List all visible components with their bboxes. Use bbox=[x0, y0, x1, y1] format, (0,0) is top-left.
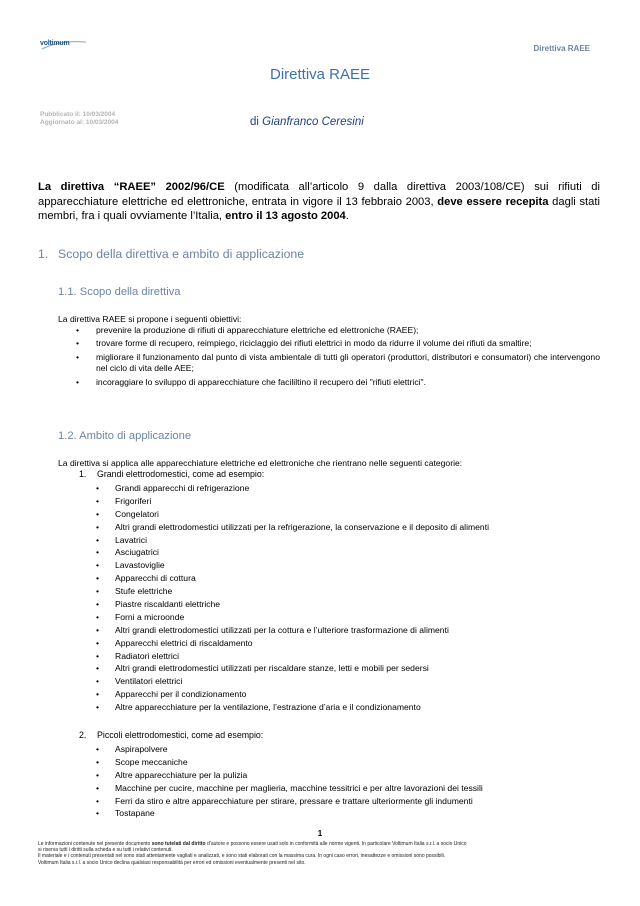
footer-disclaimer bbox=[38, 841, 603, 866]
list-item bbox=[96, 769, 483, 782]
bullet-icon: • bbox=[76, 325, 80, 335]
page-number: 1 bbox=[317, 829, 323, 838]
footer-line: Voltimum Italia s.r.l. a socio Unico declina qualsiasi responsabilità per errori ed omissioni eventualmente presenti nel sito. bbox=[38, 859, 306, 866]
objectives-list bbox=[58, 325, 600, 390]
footer-bold-text: sono tutelati dal diritto bbox=[151, 841, 206, 847]
bullet-icon: • bbox=[96, 586, 100, 597]
bullet-icon: • bbox=[96, 769, 100, 780]
updated-date: Aggiornato al: 10/03/2004 bbox=[40, 119, 119, 126]
list-item-text: Apparecchi di cottura bbox=[115, 573, 196, 584]
list-item-text: Macchine per cucire, macchine per maglieria, macchine tessitrici e per altre lavorazioni dei tessili bbox=[115, 782, 483, 793]
list-item-text: Congelatori bbox=[115, 508, 159, 519]
voltimum-logo bbox=[40, 38, 88, 52]
footer-line: si riserva tutti i diritti sulla scheda e su tutti i relativi contenuti. bbox=[38, 847, 173, 854]
list-item bbox=[96, 756, 483, 769]
list-item bbox=[96, 546, 489, 559]
list-item bbox=[58, 352, 600, 375]
list-item bbox=[96, 495, 489, 508]
list-item bbox=[96, 534, 489, 547]
footer-text: d’autore e possono essere usati solo in conformità alle norme vigenti. In particolare Voltimum Italia s.r.l. a socio Unico bbox=[205, 841, 467, 847]
list-item-text: Stufe elettriche bbox=[115, 586, 173, 597]
list-item-text: Altre apparecchiature per la pulizia bbox=[115, 769, 248, 780]
category-2-number: 2. bbox=[79, 730, 87, 740]
list-item bbox=[96, 795, 483, 808]
list-item bbox=[58, 338, 600, 349]
list-item bbox=[96, 637, 489, 650]
list-item bbox=[96, 650, 489, 663]
bullet-icon: • bbox=[96, 483, 100, 493]
bullet-icon: • bbox=[96, 521, 100, 532]
list-item bbox=[58, 377, 600, 388]
bullet-icon: • bbox=[96, 782, 100, 793]
list-item-text: Altri grandi elettrodomestici utilizzati per riscaldare stanze, letti e mobili per sedersi bbox=[115, 663, 429, 674]
intro-text-2: dagli stati membri, fra i quali ovviamente l’Italia, bbox=[38, 195, 600, 222]
category-2-heading bbox=[79, 730, 263, 740]
bullet-icon: • bbox=[96, 702, 100, 713]
section-1-1-heading: 1.1. Scopo della direttiva bbox=[58, 286, 181, 298]
list-item bbox=[96, 611, 489, 624]
publication-meta bbox=[40, 111, 118, 127]
footer-line: Il materiale e i contenuti presentati nel sono stati attentamente vagliati e analizzati, e sono stati elaborati con la massima cura. In ogni caso errori, inesattezze e omissioni sono possibili. bbox=[38, 853, 446, 860]
list-item-text: Altri grandi elettrodomestici utilizzati per la refrigerazione, la conservazione e il deposito di alimenti bbox=[115, 521, 490, 532]
bullet-icon: • bbox=[96, 676, 100, 687]
bullet-icon: • bbox=[96, 663, 100, 674]
intro-text-3: . bbox=[345, 210, 349, 222]
list-item-text: Apparecchi per il condizionamento bbox=[115, 689, 247, 700]
section-1-2-intro: La direttiva si applica alle apparecchiature elettriche ed elettroniche che rientrano nelle seguenti categorie: bbox=[58, 458, 463, 468]
intro-text-1: (modificata all’articolo 9 dalla direttiva 2003/108/CE) sui rifiuti di apparecchiature elettriche ed elettroniche, entrata in vigore il 13 febbraio 2003, bbox=[38, 181, 600, 208]
list-item bbox=[96, 662, 489, 675]
list-item bbox=[96, 572, 489, 585]
category-1-list bbox=[96, 482, 489, 714]
list-item bbox=[96, 743, 483, 756]
intro-bold-must: deve essere recepita bbox=[437, 195, 549, 208]
bullet-icon: • bbox=[96, 808, 100, 819]
section-1-title: Scopo della direttiva e ambito di applicazione bbox=[58, 247, 305, 261]
list-item-text: trovare forme di recupero, reimpiego, riciclaggio dei rifiuti elettrici in modo da ridurre il volume dei rifiuti da smaltire; bbox=[96, 338, 532, 349]
list-item-text: Aspirapolvere bbox=[115, 744, 168, 754]
bullet-icon: • bbox=[96, 689, 100, 700]
author-prefix: di bbox=[250, 116, 259, 128]
list-item-text: Altre apparecchiature per la ventilazione, l’estrazione d’aria e il condizionamento bbox=[115, 702, 421, 713]
section-1-heading bbox=[38, 247, 304, 261]
bullet-icon: • bbox=[96, 650, 100, 661]
list-item-text: Altri grandi elettrodomestici utilizzati per la cottura e l’ulteriore trasformazione di alimenti bbox=[115, 624, 449, 635]
category-1-number: 1. bbox=[79, 469, 87, 479]
footer-text: Le informazioni contenute nel presente documento bbox=[38, 841, 152, 847]
bullet-icon: • bbox=[96, 624, 100, 635]
list-item bbox=[96, 521, 489, 534]
section-1-number: 1. bbox=[38, 247, 49, 261]
list-item-text: Scope meccaniche bbox=[115, 756, 188, 767]
list-item bbox=[96, 559, 489, 572]
intro-paragraph bbox=[38, 180, 600, 224]
bullet-icon: • bbox=[76, 376, 80, 387]
list-item-text: Forni a microonde bbox=[115, 611, 185, 622]
list-item bbox=[96, 701, 489, 714]
author-name: Gianfranco Ceresini bbox=[262, 116, 364, 128]
list-item-text: Asciugatrici bbox=[115, 547, 159, 558]
bullet-icon: • bbox=[96, 599, 100, 610]
bullet-icon: • bbox=[96, 756, 100, 767]
bullet-icon: • bbox=[96, 534, 100, 545]
list-item-text: migliorare il funzionamento dal punto di vista ambientale di tutti gli operatori (produttori, distributori e consumatori) che intervengono nel ciclo di vita delle AEE; bbox=[96, 351, 600, 374]
list-item bbox=[96, 482, 489, 495]
list-item bbox=[96, 624, 489, 637]
bullet-icon: • bbox=[96, 611, 100, 622]
list-item-text: prevenire la produzione di rifiuti di apparecchiature elettriche ed elettroniche (RAEE); bbox=[96, 325, 419, 335]
bullet-icon: • bbox=[96, 744, 100, 754]
list-item bbox=[96, 782, 483, 795]
section-1-1-intro: La direttiva RAEE si propone i seguenti obiettivi: bbox=[58, 314, 242, 324]
list-item-text: Radiatori elettrici bbox=[115, 650, 179, 661]
list-item-text: Frigoriferi bbox=[115, 495, 152, 506]
list-item bbox=[96, 598, 489, 611]
list-item-text: Lavastoviglie bbox=[115, 560, 165, 571]
bullet-icon: • bbox=[96, 560, 100, 571]
bullet-icon: • bbox=[96, 508, 100, 519]
bullet-icon: • bbox=[96, 573, 100, 584]
bullet-icon: • bbox=[96, 547, 100, 558]
list-item-text: Grandi apparecchi di refrigerazione bbox=[115, 483, 250, 493]
bullet-icon: • bbox=[96, 795, 100, 806]
list-item bbox=[96, 688, 489, 701]
list-item-text: Lavatrici bbox=[115, 534, 147, 545]
list-item bbox=[96, 807, 483, 820]
list-item-text: incoraggiare lo sviluppo di apparecchiature che facililtino il recupero dei "rifiuti elettrici". bbox=[96, 376, 426, 387]
bullet-icon: • bbox=[76, 338, 80, 349]
list-item-text: Apparecchi elettrici di riscaldamento bbox=[115, 637, 253, 648]
section-1-2-heading: 1.2. Ambito di applicazione bbox=[58, 430, 192, 442]
page-title: Direttiva RAEE bbox=[269, 66, 371, 83]
list-item-text: Piastre riscaldanti elettriche bbox=[115, 599, 221, 610]
bullet-icon: • bbox=[76, 351, 80, 362]
list-item bbox=[96, 585, 489, 598]
list-item-text: Tostapane bbox=[115, 808, 155, 819]
author-line bbox=[250, 116, 364, 128]
category-1-label: Grandi elettrodomestici, come ad esempio: bbox=[97, 469, 265, 479]
list-item bbox=[96, 508, 489, 521]
list-item-text: Ferri da stiro e altre apparecchiature per stirare, pressare e trattare ulteriormente gli indumenti bbox=[115, 795, 473, 806]
category-1-heading bbox=[79, 469, 264, 479]
bullet-icon: • bbox=[96, 495, 100, 506]
published-date: Pubblicato il: 10/03/2004 bbox=[40, 111, 116, 118]
header-doc-label: Direttiva RAEE bbox=[533, 44, 590, 53]
list-item-text: Ventilatori elettrici bbox=[115, 676, 183, 687]
intro-directive-name: La direttiva “RAEE” 2002/96/CE bbox=[38, 181, 225, 193]
list-item bbox=[96, 675, 489, 688]
list-item bbox=[58, 325, 600, 336]
logo-text: voltimum bbox=[40, 40, 70, 47]
category-2-label: Piccoli elettrodomestici, come ad esempio: bbox=[97, 730, 264, 740]
category-2-list bbox=[96, 743, 483, 820]
intro-bold-deadline: entro il 13 agosto 2004 bbox=[225, 210, 346, 222]
bullet-icon: • bbox=[96, 637, 100, 648]
